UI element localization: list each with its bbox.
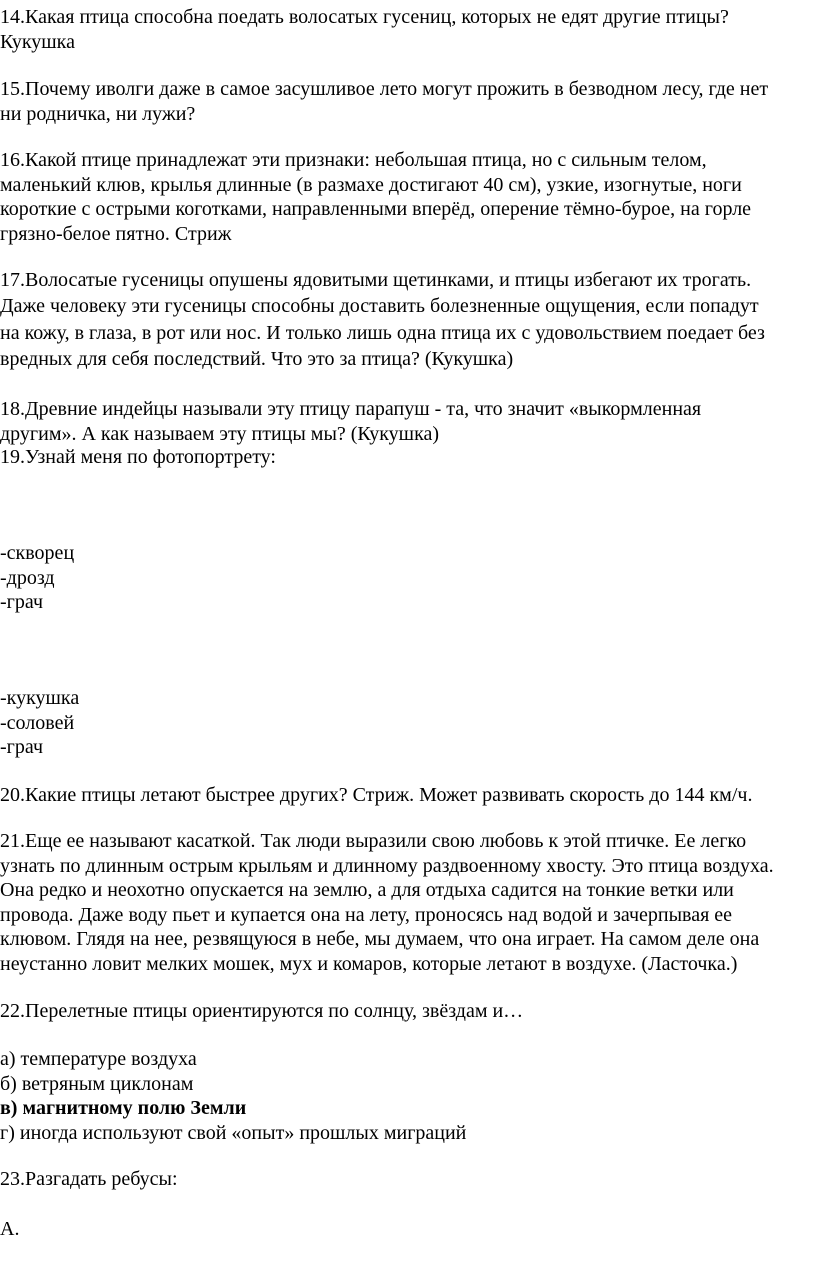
answer-item-correct: в) магнитному полю Земли (0, 1097, 247, 1119)
text-line: на кожу, в глаза, в рот или нос. И только лишь одна птица их с удовольствием поедает без (0, 321, 765, 344)
text-line: Она редко и неохотно опускается на землю, а для отдыха садится на тонкие ветки или (0, 879, 734, 901)
photo-options-a (0, 541, 812, 615)
text-line: узнать по длинным острым крыльям и длинному раздвоенному хвосту. Это птица воздуха. (0, 854, 774, 877)
option-item: -дрозд (0, 566, 55, 589)
answer-item: а) температуре воздуха (0, 1048, 197, 1070)
text-line: 21.Еще ее называют касаткой. Так люди выразили свою любовь к этой птичке. Ее легко (0, 830, 747, 852)
option-item: -соловей (0, 711, 75, 734)
text-line: 18.Древние индейцы называли эту птицу парапуш - та, что значит «выкормленная (0, 398, 702, 420)
text-line: 14.Какая птица способна поедать волосатых гусениц, которых не едят другие птицы? (0, 6, 729, 28)
question-16 (0, 148, 812, 246)
text-line: грязно-белое пятно. Стриж (0, 222, 232, 245)
answer-list (0, 1047, 812, 1145)
question-19 (0, 445, 812, 470)
text-line: 22.Перелетные птицы ориентируются по солнцу, звёздам и… (0, 1000, 524, 1022)
option-item: -грач (0, 736, 43, 758)
answer-item: г) иногда используют свой «опыт» прошлых миграций (0, 1121, 467, 1144)
text-line: 16.Какой птице принадлежат эти признаки: небольшая птица, но с сильным телом, (0, 149, 707, 171)
text-line: А. (0, 1218, 20, 1240)
rebus-label (0, 1217, 812, 1242)
text-line: 17.Волосатые гусеницы опушены ядовитыми щетинками, и птицы избегают их трогать. (0, 269, 752, 291)
text-line: короткие с острыми коготками, направленными вперёд, оперение тёмно-бурое, на горле (0, 198, 752, 220)
text-line: 19.Узнай меня по фотопортрету: (0, 446, 276, 468)
option-item: -грач (0, 591, 43, 613)
question-23 (0, 1167, 812, 1192)
text-line: Кукушка (0, 30, 75, 53)
answer-item: б) ветряным циклонам (0, 1072, 194, 1095)
question-18 (0, 397, 812, 446)
text-line: 23.Разгадать ребусы: (0, 1168, 178, 1190)
text-line: маленький клюв, крылья длинные (в размахе достигают 40 см), узкие, изогнутые, ноги (0, 173, 742, 196)
question-17 (0, 267, 812, 372)
photo-options-b (0, 686, 812, 760)
text-line: вредных для себя последствий. Что это за птица? (Кукушка) (0, 347, 514, 370)
text-line: 15.Почему иволги даже в самое засушливое лето могут прожить в безводном лесу, где нет (0, 78, 769, 100)
question-22 (0, 999, 812, 1024)
question-15 (0, 77, 812, 126)
question-14 (0, 5, 812, 54)
text-line: Даже человеку эти гусеницы способны доставить болезненные ощущения, если попадут (0, 295, 759, 318)
option-item: -скворец (0, 542, 75, 564)
question-20 (0, 783, 812, 808)
text-line: неустанно ловит мелких мошек, мух и комаров, которые летают в воздухе. (Ласточка.) (0, 952, 738, 975)
option-item: -кукушка (0, 687, 80, 709)
text-line: ни родничка, ни лужи? (0, 102, 196, 125)
text-line: клювом. Глядя на нее, резвящуюся в небе, мы думаем, что она играет. На самом деле она (0, 928, 760, 950)
text-line: провода. Даже воду пьет и купается она на лету, проносясь над водой и зачерпывая ее (0, 903, 733, 926)
text-line: 20.Какие птицы летают быстрее других? Стриж. Может развивать скорость до 144 км/ч. (0, 784, 753, 806)
question-21 (0, 829, 812, 976)
text-line: другим». А как называем эту птицы мы? (Кукушка) (0, 422, 440, 445)
